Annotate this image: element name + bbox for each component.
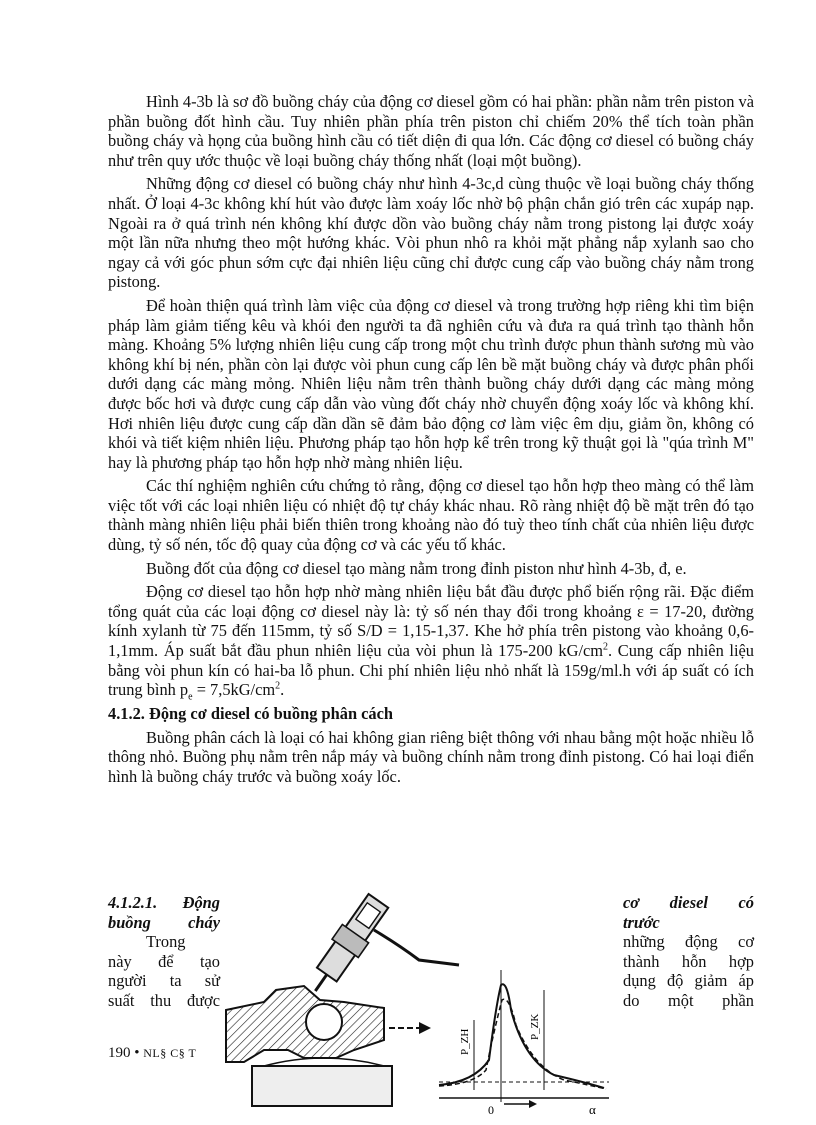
prechamber [306,1004,342,1040]
footer-source: NL§ C§ T [143,1046,197,1060]
left-line-4: này để tạo [108,951,220,971]
footer-bullet: • [134,1045,140,1061]
left-line-5: người ta sử [108,971,220,991]
subheading-right-2: trước [623,912,660,932]
paragraph-7: Buồng phân cách là loại có hai không gian riêng biệt thông với nhau bằng một hoặc nhiều lỗ thông nhỏ. Buồng phụ nằm trên nắp máy và buồng chính nằm trong đỉnh pistong. Có hai loại điển hình là buồng cháy trước và buồng xoáy lốc. [108,727,754,786]
paragraph-6: Động cơ diesel tạo hỗn hợp nhờ màng nhiên liệu bắt đầu được phổ biến rộng rãi. Đặc điểm tổng quát của các loại động cơ diesel này là: tỷ số nén thay đổi trong khoảng ε = 17-20, đường kính xylanh từ 75 đến 115mm, tỷ số S/D = 1,15-1,37. Khe hở phía trên pistong vào khoảng 0,6-1,1mm. Áp suất bắt đầu phun nhiên liệu của vòi phun là 175-200 $kG/cm^2$. Cung cấp nhiên liệu bằng vòi phun kín có hai-ba lỗ phun. Chi phí nhiên liệu nhỏ nhất là 159g/ml.h với áp suất có ích trung bình $p_e = 7,5kG/cm^2$. [108,582,755,703]
fuel-line [374,930,459,965]
right-column [623,893,754,1011]
right-line-3: những động cơ [623,932,754,952]
injector-body [302,892,391,1000]
page-footer [108,1045,196,1062]
paragraph-4: Các thí nghiệm nghiên cứu chứng tỏ rằng, động cơ diesel tạo hỗn hợp theo màng có thể làm việc tốt với các loại nhiên liệu có nhiệt độ tự cháy khác nhau. Rõ ràng nhiệt độ bề mặt trên đó tạo thành màng nhiên liệu phải biến thiên trong khoảng nào đó tuỳ theo tính chất của nhiên liệu được dùng, tỷ số nén, tốc độ quay của động cơ và các yếu tố khác. [108,476,754,555]
subheading-left-1: 4.1.2.1. Động [108,893,220,912]
paragraph-2: Những động cơ diesel có buồng cháy như hình 4-3c,d cùng thuộc về loại buồng cháy thống nhất. Ở loại 4-3c không khí hút vào được làm xoáy lốc nhờ bộ phận chắn gió trên các xupáp nạp. Ngoài ra ở quá trình nén không khí được dồn vào buồng cháy nằm trong pistong lại được xoáy một lần nữa nhưng theo một hướng khác. Vòi phun nhô ra khỏi mặt phẳng nắp xylanh sao cho ngay cả với góc phun sớm cực đại nhiên liệu cũng chỉ được cung cấp vào buồng cháy nằm trong pistong. [108,174,754,292]
label-pzk: P_ZK [529,1013,541,1040]
paragraph-1: Hình 4-3b là sơ đồ buồng cháy của động cơ diesel gồm có hai phần: phần nằm trên piston và phần buồng đốt hình cầu. Tuy nhiên phần phía trên piston chỉ chiếm 20% thể tích toàn phần buồng cháy và họng của buồng hình cầu có tiết diện đi qua lớn. Các động cơ diesel có buồng cháy như trên quy ước thuộc về loại buồng cháy thống nhất (loại một buồng). [108,92,754,170]
arrow-head [419,1022,431,1034]
piston [252,1066,392,1106]
main-text [108,92,754,791]
engine-diagram [224,890,616,1120]
right-line-6: do một phần [623,990,754,1010]
engine-figure [224,890,616,1120]
axis-alpha: α [589,1102,596,1117]
right-line-4: thành hỗn hợp [623,951,754,971]
left-line-3: Trong [146,932,186,952]
left-column [108,893,220,1011]
label-pzh: P_ZH [459,1028,471,1055]
page-number: 190 [108,1045,131,1061]
left-line-6: suất thu được [108,990,220,1010]
right-line-5: dụng độ giảm áp [623,971,754,991]
paragraph-5: Buồng đốt của động cơ diesel tạo màng nằm trong đỉnh piston như hình 4-3b, đ, e. [146,558,687,578]
cylinder-head-section [226,986,384,1062]
paragraph-3: Để hoàn thiện quá trình làm việc của động cơ diesel và trong trường hợp riêng khi tìm biện pháp làm giảm tiếng kêu và khói đen người ta đã nghiên cứu và đưa ra quá trình tạo thành hỗn màng. Khoảng 5% lượng nhiên liệu cung cấp trong một chu trình được phun thành sương mù vào không khí bị nén, phần còn lại được vòi phun cung cấp lên bề mặt buồng cháy và được phân phối dưới dạng các màng mỏng. Nhiên liệu nằm trên thành buồng cháy dưới dạng các màng mỏng được bốc hơi và được cung cấp dẫn vào vùng đốt cháy nhờ chuyển động xoáy lốc và không khí. Hơi nhiên liệu được cung cấp dần dần sẽ đảm bảo động cơ làm việc êm dịu, giảm ồn, không có khói và tiết kiệm nhiên liệu. Phương pháp tạo hỗn hợp kể trên trong kỹ thuật gọi là "qúa trình M" hay là phương pháp tạo hỗn hợp nhờ màng nhiên liệu. [108,295,754,472]
axis-zero: 0 [488,1103,494,1117]
subheading-right-1: cơ diesel có [623,893,754,912]
section-heading: 4.1.2. Động cơ diesel có buồng phân cách [108,703,394,723]
subheading-left-2: buồng cháy [108,912,220,932]
